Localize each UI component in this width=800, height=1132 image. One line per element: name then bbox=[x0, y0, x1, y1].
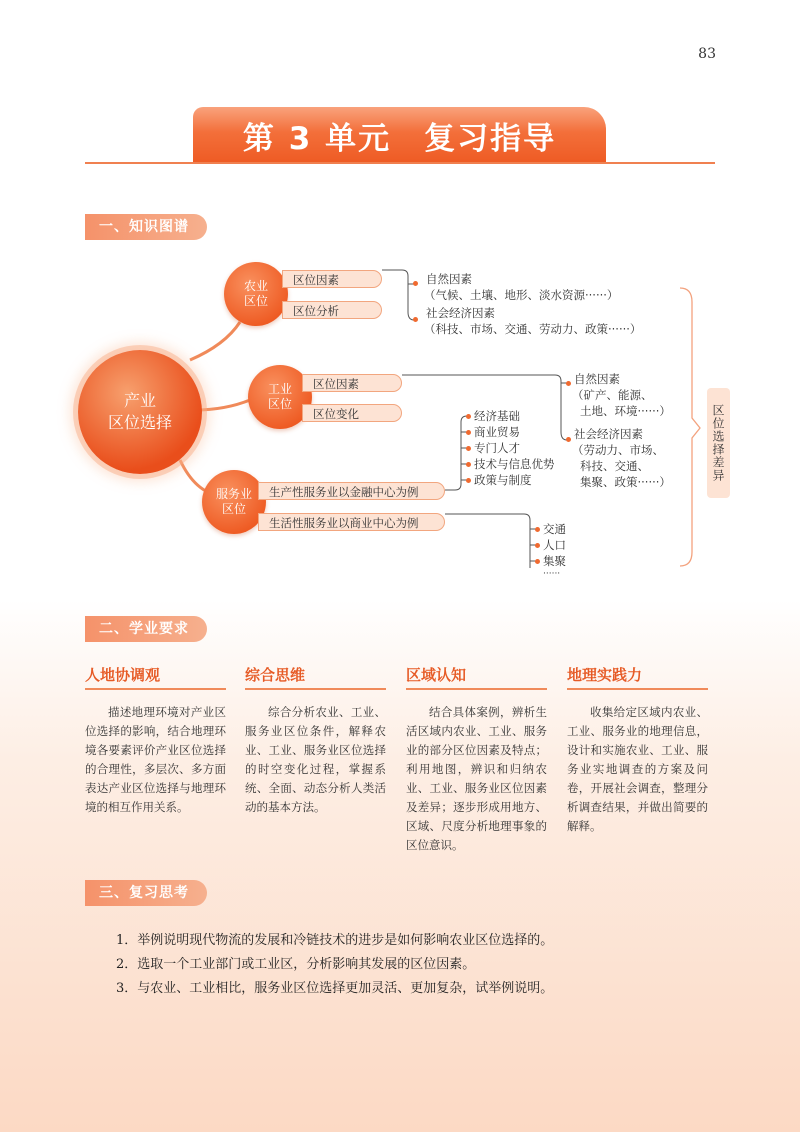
ind-social-detail-1: （劳动力、市场、 bbox=[572, 443, 664, 457]
bullet-dot bbox=[535, 543, 540, 548]
life-factor: 集聚 bbox=[543, 554, 566, 568]
life-factor-etc: ······ bbox=[543, 569, 561, 579]
agri-natural-factors: 自然因素 bbox=[426, 272, 472, 286]
center-line-2: 区位选择 bbox=[107, 413, 172, 432]
agri-social-detail: （科技、市场、交通、劳动力、政策······） bbox=[424, 322, 642, 336]
ind-change-pill: 区位变化 bbox=[302, 404, 402, 422]
req-underline bbox=[567, 688, 708, 690]
agri-location-node bbox=[224, 262, 288, 326]
agri-social-factors: 社会经济因素 bbox=[426, 306, 495, 320]
req-title: 地理实践力 bbox=[567, 666, 643, 684]
req-body: 结合具体案例，辨析生活区域内农业、工业、服务业的部分区位因素及特点；利用地图，辨识和归纳农业、工业、服务业区位因素及差异；逐步形成用地方、区域、尺度分析地理事象的区位意识。 bbox=[406, 705, 547, 852]
location-difference-label: 区位选择差异 bbox=[707, 388, 730, 498]
ind-social-factors: 社会经济因素 bbox=[574, 427, 643, 441]
bullet-dot bbox=[566, 437, 571, 442]
bullet-dot bbox=[413, 317, 418, 322]
ind-social-detail-2: 科技、交通、 bbox=[580, 459, 649, 473]
bullet-dot bbox=[466, 478, 471, 483]
bullet-dot bbox=[466, 462, 471, 467]
review-question: 1．举例说明现代物流的发展和冷链技术的进步是如何影响农业区位选择的。 bbox=[116, 933, 554, 948]
life-factor: 交通 bbox=[543, 522, 566, 536]
bullet-dot bbox=[413, 281, 418, 286]
serv-label-2: 区位 bbox=[221, 502, 246, 516]
agri-analysis-pill: 区位分析 bbox=[282, 301, 382, 319]
section-header-review-questions: 三、复习思考 bbox=[85, 880, 207, 906]
unit-title: 第 3 单元 复习指导 bbox=[193, 107, 606, 163]
ind-natural-factors: 自然因素 bbox=[574, 372, 620, 386]
ind-label-1: 工业 bbox=[267, 382, 292, 396]
req-body: 收集给定区域内农业、工业、服务业的地理信息，设计和实施农业、工业、服务业实地调查的方案及问卷，开展社会调查，整理分析调查结果，并做出简要的解释。 bbox=[567, 705, 708, 833]
ind-factor-pill: 区位因素 bbox=[302, 374, 402, 392]
req-underline bbox=[406, 688, 547, 690]
bullet-dot bbox=[566, 381, 571, 386]
agri-label-2: 区位 bbox=[243, 294, 268, 308]
section-header-requirements: 二、学业要求 bbox=[85, 616, 207, 642]
review-question: 2．选取一个工业部门或工业区，分析影响其发展的区位因素。 bbox=[116, 957, 476, 972]
page-number: 83 bbox=[698, 46, 716, 62]
req-title: 区域认知 bbox=[406, 666, 467, 684]
ind-social-detail-3: 集聚、政策······） bbox=[580, 475, 671, 489]
consumer-service-pill: 生活性服务业以商业中心为例 bbox=[258, 513, 445, 531]
req-title: 综合思维 bbox=[245, 666, 306, 684]
agri-factor-pill: 区位因素 bbox=[282, 270, 382, 288]
agri-natural-detail: （气候、土壤、地形、淡水资源······） bbox=[424, 288, 619, 302]
ind-natural-detail-2: 土地、环境······） bbox=[580, 404, 671, 418]
serv-label-1: 服务业 bbox=[215, 487, 252, 501]
section-header-knowledge-map: 一、知识图谱 bbox=[85, 214, 207, 240]
life-factor: 人口 bbox=[543, 538, 566, 552]
req-underline bbox=[85, 688, 226, 690]
prod-factor: 经济基础 bbox=[474, 409, 520, 423]
producer-service-pill: 生产性服务业以金融中心为例 bbox=[258, 482, 445, 500]
industry-location-center bbox=[78, 350, 202, 474]
ind-natural-detail-1: （矿产、能源、 bbox=[572, 388, 653, 402]
service-location-node bbox=[202, 470, 266, 534]
review-question: 3．与农业、工业相比，服务业区位选择更加灵活、更加复杂，试举例说明。 bbox=[116, 981, 554, 996]
bullet-dot bbox=[535, 527, 540, 532]
prod-factor: 政策与制度 bbox=[474, 473, 532, 487]
req-body: 描述地理环境对产业区位选择的影响，结合地理环境各要素评价产业区位选择的合理性，多层次、多方面表达产业区位选择与地理环境的相互作用关系。 bbox=[85, 705, 226, 814]
agri-label-1: 农业 bbox=[243, 279, 268, 293]
bullet-dot bbox=[466, 430, 471, 435]
prod-factor: 专门人才 bbox=[474, 441, 520, 455]
prod-factor: 商业贸易 bbox=[474, 425, 520, 439]
bullet-dot bbox=[535, 559, 540, 564]
req-title: 人地协调观 bbox=[85, 666, 161, 684]
bullet-dot bbox=[466, 414, 471, 419]
req-underline bbox=[245, 688, 386, 690]
center-line-1: 产业 bbox=[123, 391, 156, 410]
prod-factor: 技术与信息优势 bbox=[474, 457, 555, 471]
bullet-dot bbox=[466, 446, 471, 451]
req-body: 综合分析农业、工业、服务业区位条件，解释农业、工业、服务业区位选择的时空变化过程，掌握系统、全面、动态分析人类活动的基本方法。 bbox=[245, 705, 386, 814]
ind-label-2: 区位 bbox=[267, 397, 292, 411]
